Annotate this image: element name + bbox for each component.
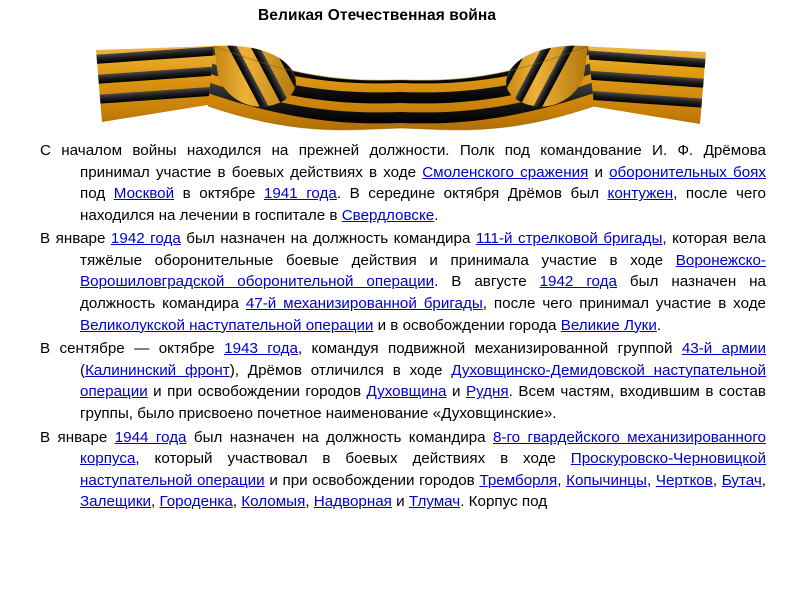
paragraph-3	[40, 338, 766, 424]
text-run: . Всем частям, входившим в состав группы, было присвоено почетное наименование «Духовщинские».	[80, 383, 766, 422]
text-link[interactable]: Смоленского сражения	[422, 163, 589, 181]
text-link[interactable]: Бутач	[721, 471, 762, 489]
text-run: В сентябре — октябре	[40, 340, 225, 358]
text-run: (	[80, 361, 86, 379]
paragraph-2	[40, 228, 766, 336]
text-link[interactable]: Проскуровско-Черновицкой наступательной операции	[80, 450, 766, 489]
text-link[interactable]: 43-й армии	[681, 340, 766, 358]
text-link[interactable]: Копычинцы	[566, 471, 647, 489]
page-title: Великая Отечественная война	[258, 7, 497, 24]
text-run: С началом войны находился на прежней должности. Полк под командование И. Ф. Дрёмова принимал участие в боевых действиях в ходе	[40, 142, 766, 181]
text-link[interactable]: Калининский фронт	[85, 361, 230, 379]
text-run: ,	[646, 471, 656, 489]
text-link[interactable]: 8-го гвардейского механизированного корпуса	[80, 428, 766, 468]
text-link[interactable]: контужен	[607, 185, 674, 203]
text-run: В январе	[40, 428, 115, 446]
text-run: под	[80, 185, 114, 203]
text-link[interactable]: Духовщина	[366, 383, 447, 401]
text-run: был назначен на должность командира	[180, 230, 476, 248]
text-link[interactable]: 47-й механизированной бригады	[245, 295, 483, 313]
text-link[interactable]: Надворная	[313, 493, 392, 511]
text-run: и	[588, 163, 610, 181]
text-link[interactable]: Городенка	[159, 493, 233, 511]
text-link[interactable]: 1943 года	[224, 340, 298, 358]
text-run: ,	[712, 471, 722, 489]
text-run: . В середине октября Дрёмов был	[336, 185, 608, 203]
text-run: ,	[761, 471, 766, 489]
text-link[interactable]: Духовщинско-Демидовской наступательной операции	[80, 361, 766, 401]
text-link[interactable]: 111-й стрелковой бригады	[475, 230, 663, 248]
text-link[interactable]: Москвой	[113, 185, 175, 203]
text-run: , который участвовал в боевых действиях в ходе	[135, 450, 571, 468]
text-run: и	[446, 383, 466, 401]
text-run: , которая вела тяжёлые оборонительные боевые действия и принимала участие в ходе	[80, 230, 766, 269]
text-run: ,	[151, 493, 160, 511]
text-link[interactable]: 1944 года	[114, 428, 187, 446]
text-run: .	[656, 316, 662, 334]
text-link[interactable]: Чертков	[655, 471, 713, 489]
text-link[interactable]: Воронежско-Ворошиловградской оборонительной операции	[80, 251, 766, 291]
text-run: и при освобождении городов	[264, 471, 480, 489]
text-run: ,	[557, 471, 567, 489]
text-run: ,	[232, 493, 242, 511]
text-run: , после чего принимал участие в ходе	[482, 295, 767, 313]
text-run: ,	[305, 493, 314, 511]
text-run: был назначен на должность командира	[80, 273, 767, 313]
text-run: , после чего находился на лечении в госпитале в	[80, 185, 767, 224]
text-run: ), Дрёмов отличился в ходе	[229, 361, 452, 379]
text-link[interactable]: Рудня	[465, 383, 509, 401]
text-link[interactable]: Залещики	[80, 493, 152, 511]
text-run: был назначен на должность командира	[186, 428, 493, 446]
text-link[interactable]: Великие Луки	[560, 316, 657, 334]
text-link[interactable]: Свердловске	[341, 206, 435, 224]
paragraph-1	[40, 140, 766, 226]
st-george-ribbon	[96, 44, 706, 136]
paragraph-4	[40, 427, 766, 513]
text-run: . Корпус под	[460, 493, 548, 511]
text-link[interactable]: Великолукской наступательной операции	[80, 316, 374, 334]
text-link[interactable]: Тлумач	[408, 493, 461, 511]
text-link[interactable]: 1941 года	[263, 185, 337, 203]
body-text	[40, 140, 766, 515]
text-link[interactable]: 1942 года	[539, 273, 617, 291]
text-link[interactable]: 1942 года	[110, 230, 181, 248]
text-run: и при освобождении городов	[147, 383, 367, 401]
text-run: В январе	[40, 230, 111, 248]
text-link[interactable]: Коломыя	[241, 493, 306, 511]
text-run: в октябре	[174, 185, 264, 203]
text-run: . В августе	[434, 273, 540, 291]
text-run: и	[391, 493, 409, 511]
text-run: , командуя подвижной механизированной группой	[297, 340, 682, 358]
text-link[interactable]: оборонительных боях	[609, 163, 766, 181]
text-run: и в освобождении города	[373, 316, 561, 334]
text-link[interactable]: Тремборля	[479, 471, 558, 489]
text-run: .	[434, 206, 439, 224]
